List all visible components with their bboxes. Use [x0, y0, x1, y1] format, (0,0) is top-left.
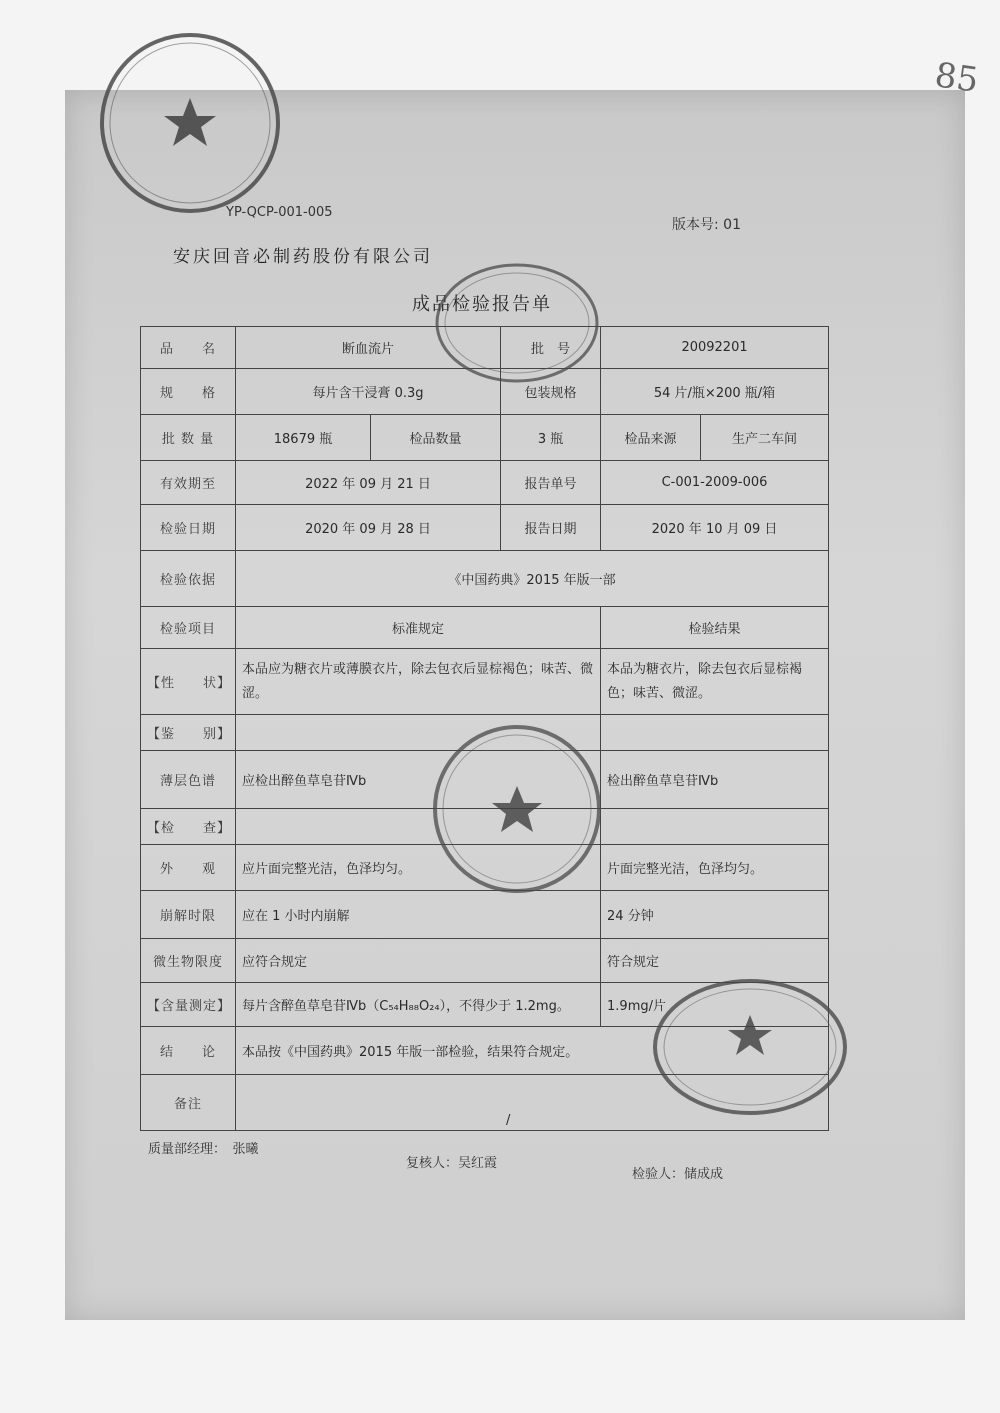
value-product: 断血流片 [236, 327, 501, 369]
label-quantity: 批 数 量 [141, 415, 236, 461]
row-expiry [141, 461, 829, 505]
handwritten-page-number: 85 [932, 55, 981, 101]
document-code: YP-QCP-001-005 [226, 205, 333, 220]
value-spec: 每片含干浸膏 0.3g [236, 369, 501, 415]
value-quantity: 18679 瓶 [236, 415, 371, 461]
row-header [141, 607, 829, 649]
value-test-date: 2020 年 09 月 28 日 [236, 505, 501, 551]
value-report-no: C-001-2009-006 [601, 461, 829, 505]
value-remarks: / [236, 1075, 829, 1131]
value-expiry: 2022 年 09 月 21 日 [236, 461, 501, 505]
result-character: 本品为糖衣片，除去包衣后显棕褐色；味苦、微涩。 [601, 649, 829, 715]
raw-material-seal-middle [430, 722, 605, 897]
quality-manager-signature: 质量部经理： 张曦 [148, 1142, 259, 1157]
value-sample-qty: 3 瓶 [501, 415, 601, 461]
label-batch: 批 号 [501, 327, 601, 369]
reviewer-signature: 复核人：吴红霞 [406, 1156, 498, 1171]
label-test-item: 检验项目 [141, 607, 236, 649]
standard-microbial: 应符合规定 [236, 939, 601, 983]
header-result: 检验结果 [601, 607, 829, 649]
company-name: 安庆回音必制药股份有限公司 [173, 247, 433, 267]
label-identification: 【鉴 别】 [141, 715, 236, 751]
label-pack: 包装规格 [501, 369, 601, 415]
value-basis: 《中国药典》2015 年版一部 [236, 551, 829, 607]
row-basis [141, 551, 829, 607]
label-sample-qty: 检品数量 [371, 415, 501, 461]
report-title: 成品检验报告单 [412, 294, 552, 315]
row-disintegration [141, 891, 829, 939]
standard-disintegration: 应在 1 小时内崩解 [236, 891, 601, 939]
label-report-date: 报告日期 [501, 505, 601, 551]
label-disintegration: 崩解时限 [141, 891, 236, 939]
value-report-date: 2020 年 10 月 09 日 [601, 505, 829, 551]
label-basis: 检验依据 [141, 551, 236, 607]
result-inspection-empty [601, 809, 829, 845]
result-assay: 1.9mg/片 [601, 983, 829, 1027]
value-source: 生产二车间 [701, 415, 829, 461]
value-conclusion: 本品按《中国药典》2015 年版一部检验，结果符合规定。 [236, 1027, 829, 1075]
standard-appearance: 应片面完整光洁，色泽均匀。 [236, 845, 601, 891]
label-test-date: 检验日期 [141, 505, 236, 551]
result-microbial: 符合规定 [601, 939, 829, 983]
raw-material-seal-top-left [95, 28, 285, 218]
result-disintegration: 24 分钟 [601, 891, 829, 939]
row-character [141, 649, 829, 715]
label-product: 品 名 [141, 327, 236, 369]
quality-supervision-seal [432, 258, 602, 388]
quality-management-seal [650, 975, 850, 1120]
label-assay: 【含量测定】 [141, 983, 236, 1027]
header-standard: 标准规定 [236, 607, 601, 649]
standard-tlc: 应检出醉鱼草皂苷Ⅳb [236, 751, 601, 809]
label-spec: 规 格 [141, 369, 236, 415]
label-microbial: 微生物限度 [141, 939, 236, 983]
value-batch: 20092201 [601, 327, 829, 369]
row-quantity [141, 415, 829, 461]
result-appearance: 片面完整光洁，色泽均匀。 [601, 845, 829, 891]
standard-assay: 每片含醉鱼草皂苷Ⅳb（C₅₄H₈₈O₂₄），不得少于 1.2mg。 [236, 983, 601, 1027]
result-tlc: 检出醉鱼草皂苷Ⅳb [601, 751, 829, 809]
label-report-no: 报告单号 [501, 461, 601, 505]
row-test-date [141, 505, 829, 551]
value-pack: 54 片/瓶×200 瓶/箱 [601, 369, 829, 415]
label-character: 【性 状】 [141, 649, 236, 715]
label-remarks: 备注 [141, 1075, 236, 1131]
label-conclusion: 结 论 [141, 1027, 236, 1075]
label-source: 检品来源 [601, 415, 701, 461]
label-tlc: 薄层色谱 [141, 751, 236, 809]
label-expiry: 有效期至 [141, 461, 236, 505]
standard-character: 本品应为糖衣片或薄膜衣片，除去包衣后显棕褐色；味苦、微涩。 [236, 649, 601, 715]
inspector-signature: 检验人：储成成 [632, 1167, 724, 1182]
version-number: 版本号: 01 [672, 217, 741, 233]
label-appearance: 外 观 [141, 845, 236, 891]
label-inspection: 【检 查】 [141, 809, 236, 845]
result-identification-empty [601, 715, 829, 751]
